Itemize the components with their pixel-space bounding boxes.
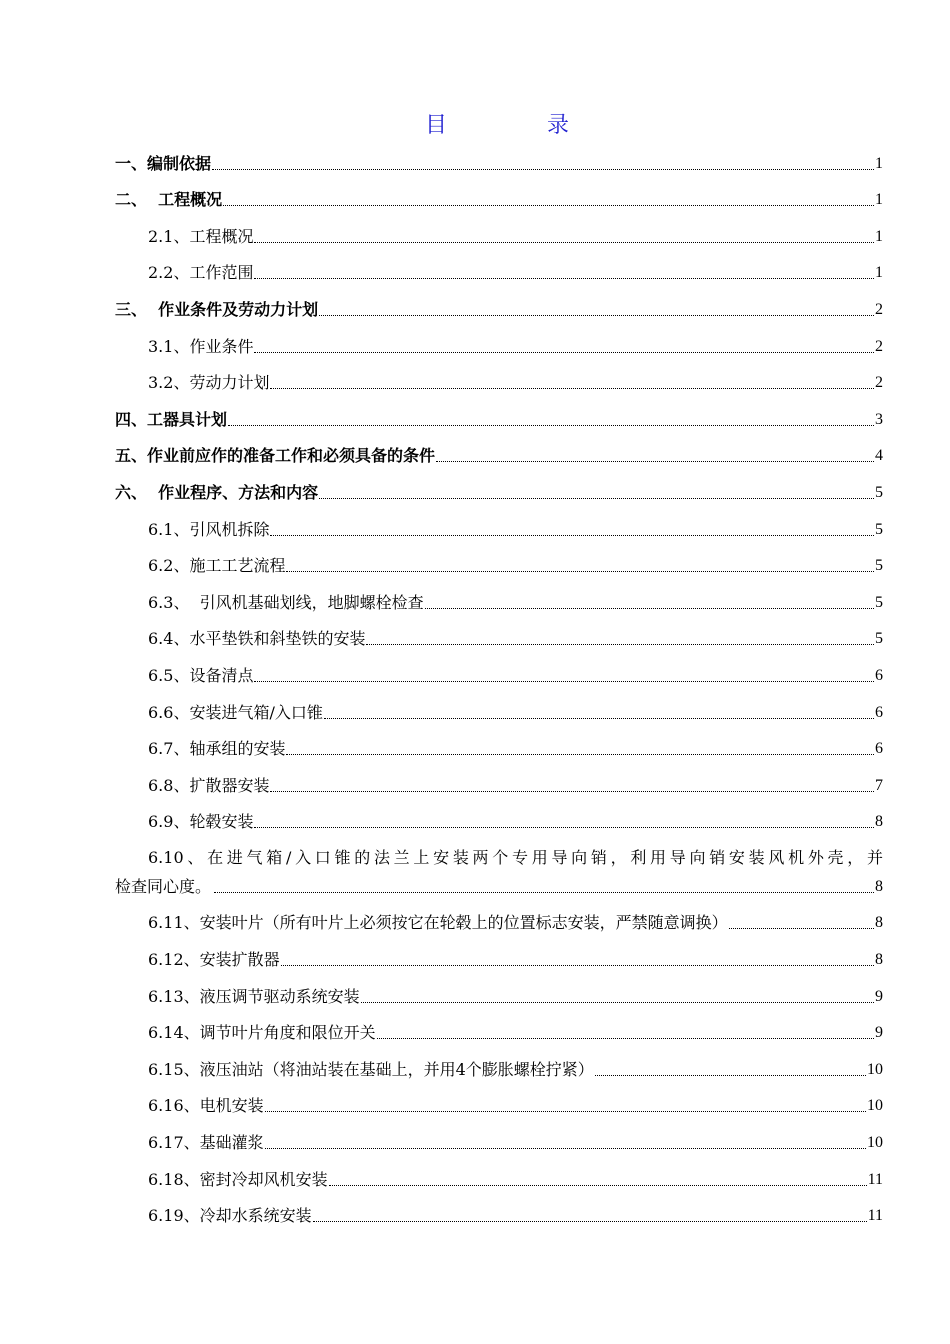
- dot-leader: [281, 965, 874, 966]
- dot-leader: [228, 425, 874, 426]
- toc-entry-6-19[interactable]: [115, 1198, 883, 1235]
- toc-entry-page: 1: [875, 227, 883, 245]
- toc-entry-6-9[interactable]: [115, 804, 883, 841]
- dot-leader: [729, 928, 874, 929]
- toc-entry-page: 1: [875, 264, 883, 282]
- toc-entry-label: 6.3、 引风机基础划线，地脚螺栓检查: [148, 592, 424, 612]
- toc-entry-label: 3.1、作业条件: [148, 336, 254, 356]
- toc-entry-page: 2: [875, 374, 883, 392]
- toc-entry-5[interactable]: [115, 438, 883, 475]
- toc-entry-page: 1: [875, 154, 883, 172]
- toc-entry-4[interactable]: [115, 401, 883, 438]
- toc-title: [0, 108, 950, 139]
- toc-entry-3-1[interactable]: [115, 328, 883, 365]
- toc-entry-page: 4: [875, 447, 883, 465]
- toc-entry-6[interactable]: [115, 474, 883, 511]
- toc-entry-label: 六、 作业程序、方法和内容: [115, 482, 319, 502]
- toc-entry-page: 10: [867, 1134, 883, 1152]
- dot-leader: [270, 388, 874, 389]
- toc-entry-label: 6.7、轴承组的安装: [148, 739, 286, 759]
- toc-entry-label: 6.5、设备清点: [148, 665, 254, 685]
- toc-entry-page: 5: [875, 593, 883, 611]
- toc-entry-label: 6.4、水平垫铁和斜垫铁的安装: [148, 629, 366, 649]
- toc-entry-label: 6.9、轮毂安装: [148, 812, 254, 832]
- dot-leader: [214, 892, 874, 893]
- toc-entry-6-12[interactable]: [115, 941, 883, 978]
- table-of-contents: [115, 145, 883, 1234]
- toc-entry-label: 2.2、工作范围: [148, 263, 254, 283]
- toc-entry-6-5[interactable]: [115, 657, 883, 694]
- toc-entry-page: 5: [875, 483, 883, 501]
- toc-entry-label-line-2: 检查同心度。: [115, 876, 212, 896]
- toc-entry-6-4[interactable]: [115, 621, 883, 658]
- toc-entry-6-3[interactable]: [115, 584, 883, 621]
- toc-entry-page: 6: [875, 740, 883, 758]
- toc-entry-label-line-1: 6.10、在进气箱/入口锥的法兰上安装两个专用导向销，利用导向销安装风机外壳，并: [148, 848, 883, 868]
- toc-entry-page: 5: [875, 557, 883, 575]
- dot-leader: [265, 1148, 866, 1149]
- toc-entry-label: 6.1、引风机拆除: [148, 519, 270, 539]
- toc-entry-3-2[interactable]: [115, 365, 883, 402]
- toc-entry-6-17[interactable]: [115, 1124, 883, 1161]
- toc-entry-page: 8: [875, 877, 883, 895]
- toc-entry-2[interactable]: [115, 182, 883, 219]
- toc-entry-6-14[interactable]: [115, 1015, 883, 1052]
- toc-entry-label: 6.13、液压调节驱动系统安装: [148, 986, 360, 1006]
- toc-entry-label: 6.17、基础灌浆: [148, 1133, 264, 1153]
- toc-entry-page: 11: [867, 1207, 883, 1225]
- toc-entry-label: 6.2、施工工艺流程: [148, 556, 286, 576]
- toc-entry-6-16[interactable]: [115, 1088, 883, 1125]
- toc-entry-label: 三、 作业条件及劳动力计划: [115, 299, 319, 319]
- toc-entry-6-10[interactable]: [115, 840, 883, 905]
- toc-entry-label: 6.14、调节叶片角度和限位开关: [148, 1023, 376, 1043]
- toc-entry-page: 9: [875, 987, 883, 1005]
- dot-leader: [254, 242, 874, 243]
- toc-entry-line-2: [115, 868, 883, 905]
- dot-leader: [361, 1002, 874, 1003]
- dot-leader: [286, 571, 874, 572]
- toc-entry-page: 1: [875, 191, 883, 209]
- toc-entry-page: 6: [875, 666, 883, 684]
- toc-entry-page: 7: [875, 776, 883, 794]
- toc-entry-label: 一、编制依据: [115, 153, 212, 173]
- toc-entry-page: 10: [867, 1060, 883, 1078]
- dot-leader: [436, 461, 874, 462]
- toc-entry-label: 五、作业前应作的准备工作和必须具备的条件: [115, 446, 436, 466]
- toc-entry-6-7[interactable]: [115, 731, 883, 768]
- toc-entry-label: 2.1、工程概况: [148, 226, 254, 246]
- toc-entry-label: 6.19、冷却水系统安装: [148, 1206, 312, 1226]
- dot-leader: [366, 644, 874, 645]
- toc-entry-label: 6.12、安装扩散器: [148, 950, 280, 970]
- dot-leader: [324, 718, 874, 719]
- toc-entry-page: 5: [875, 630, 883, 648]
- toc-entry-1[interactable]: [115, 145, 883, 182]
- dot-leader: [319, 498, 874, 499]
- toc-entry-label: 四、工器具计划: [115, 409, 228, 429]
- toc-entry-label: 3.2、劳动力计划: [148, 373, 270, 393]
- toc-entry-page: 11: [867, 1170, 883, 1188]
- toc-entry-label: 二、 工程概况: [115, 190, 223, 210]
- dot-leader: [254, 827, 874, 828]
- toc-entry-page: 2: [875, 337, 883, 355]
- toc-entry-page: 8: [875, 951, 883, 969]
- dot-leader: [286, 754, 874, 755]
- dot-leader: [270, 535, 874, 536]
- dot-leader: [377, 1038, 874, 1039]
- toc-entry-6-15[interactable]: [115, 1051, 883, 1088]
- dot-leader: [223, 205, 874, 206]
- toc-entry-6-2[interactable]: [115, 548, 883, 585]
- dot-leader: [212, 169, 874, 170]
- dot-leader: [254, 352, 874, 353]
- dot-leader: [595, 1075, 866, 1076]
- toc-entry-6-18[interactable]: [115, 1161, 883, 1198]
- toc-entry-label: 6.18、密封冷却风机安装: [148, 1169, 328, 1189]
- toc-title-char-1: 目: [424, 113, 447, 138]
- dot-leader: [254, 278, 874, 279]
- toc-entry-page: 5: [875, 520, 883, 538]
- toc-entry-label: 6.15、液压油站（将油站装在基础上，并用4个膨胀螺栓拧紧）: [148, 1059, 594, 1079]
- toc-entry-page: 2: [875, 300, 883, 318]
- toc-entry-page: 8: [875, 914, 883, 932]
- dot-leader: [313, 1221, 867, 1222]
- toc-entry-page: 6: [875, 703, 883, 721]
- toc-entry-page: 3: [875, 410, 883, 428]
- toc-entry-page: 9: [875, 1024, 883, 1042]
- dot-leader: [319, 315, 874, 316]
- toc-entry-2-2[interactable]: [115, 255, 883, 292]
- toc-entry-6-13[interactable]: [115, 978, 883, 1015]
- toc-entry-6-11[interactable]: [115, 905, 883, 942]
- toc-entry-6-6[interactable]: [115, 694, 883, 731]
- toc-entry-page: 8: [875, 813, 883, 831]
- dot-leader: [425, 608, 874, 609]
- toc-entry-page: 10: [867, 1097, 883, 1115]
- toc-entry-label: 6.11、安装叶片（所有叶片上必须按它在轮毂上的位置标志安装，严禁随意调换）: [148, 913, 728, 933]
- toc-entry-label: 6.6、安装进气箱/入口锥: [148, 702, 323, 722]
- toc-title-char-2: 录: [547, 113, 570, 138]
- dot-leader: [329, 1185, 867, 1186]
- dot-leader: [265, 1111, 866, 1112]
- dot-leader: [254, 681, 874, 682]
- toc-entry-2-1[interactable]: [115, 218, 883, 255]
- toc-entry-6-1[interactable]: [115, 511, 883, 548]
- toc-entry-label: 6.16、电机安装: [148, 1096, 264, 1116]
- dot-leader: [270, 791, 874, 792]
- toc-entry-label: 6.8、扩散器安装: [148, 775, 270, 795]
- toc-entry-3[interactable]: [115, 291, 883, 328]
- toc-entry-6-8[interactable]: [115, 767, 883, 804]
